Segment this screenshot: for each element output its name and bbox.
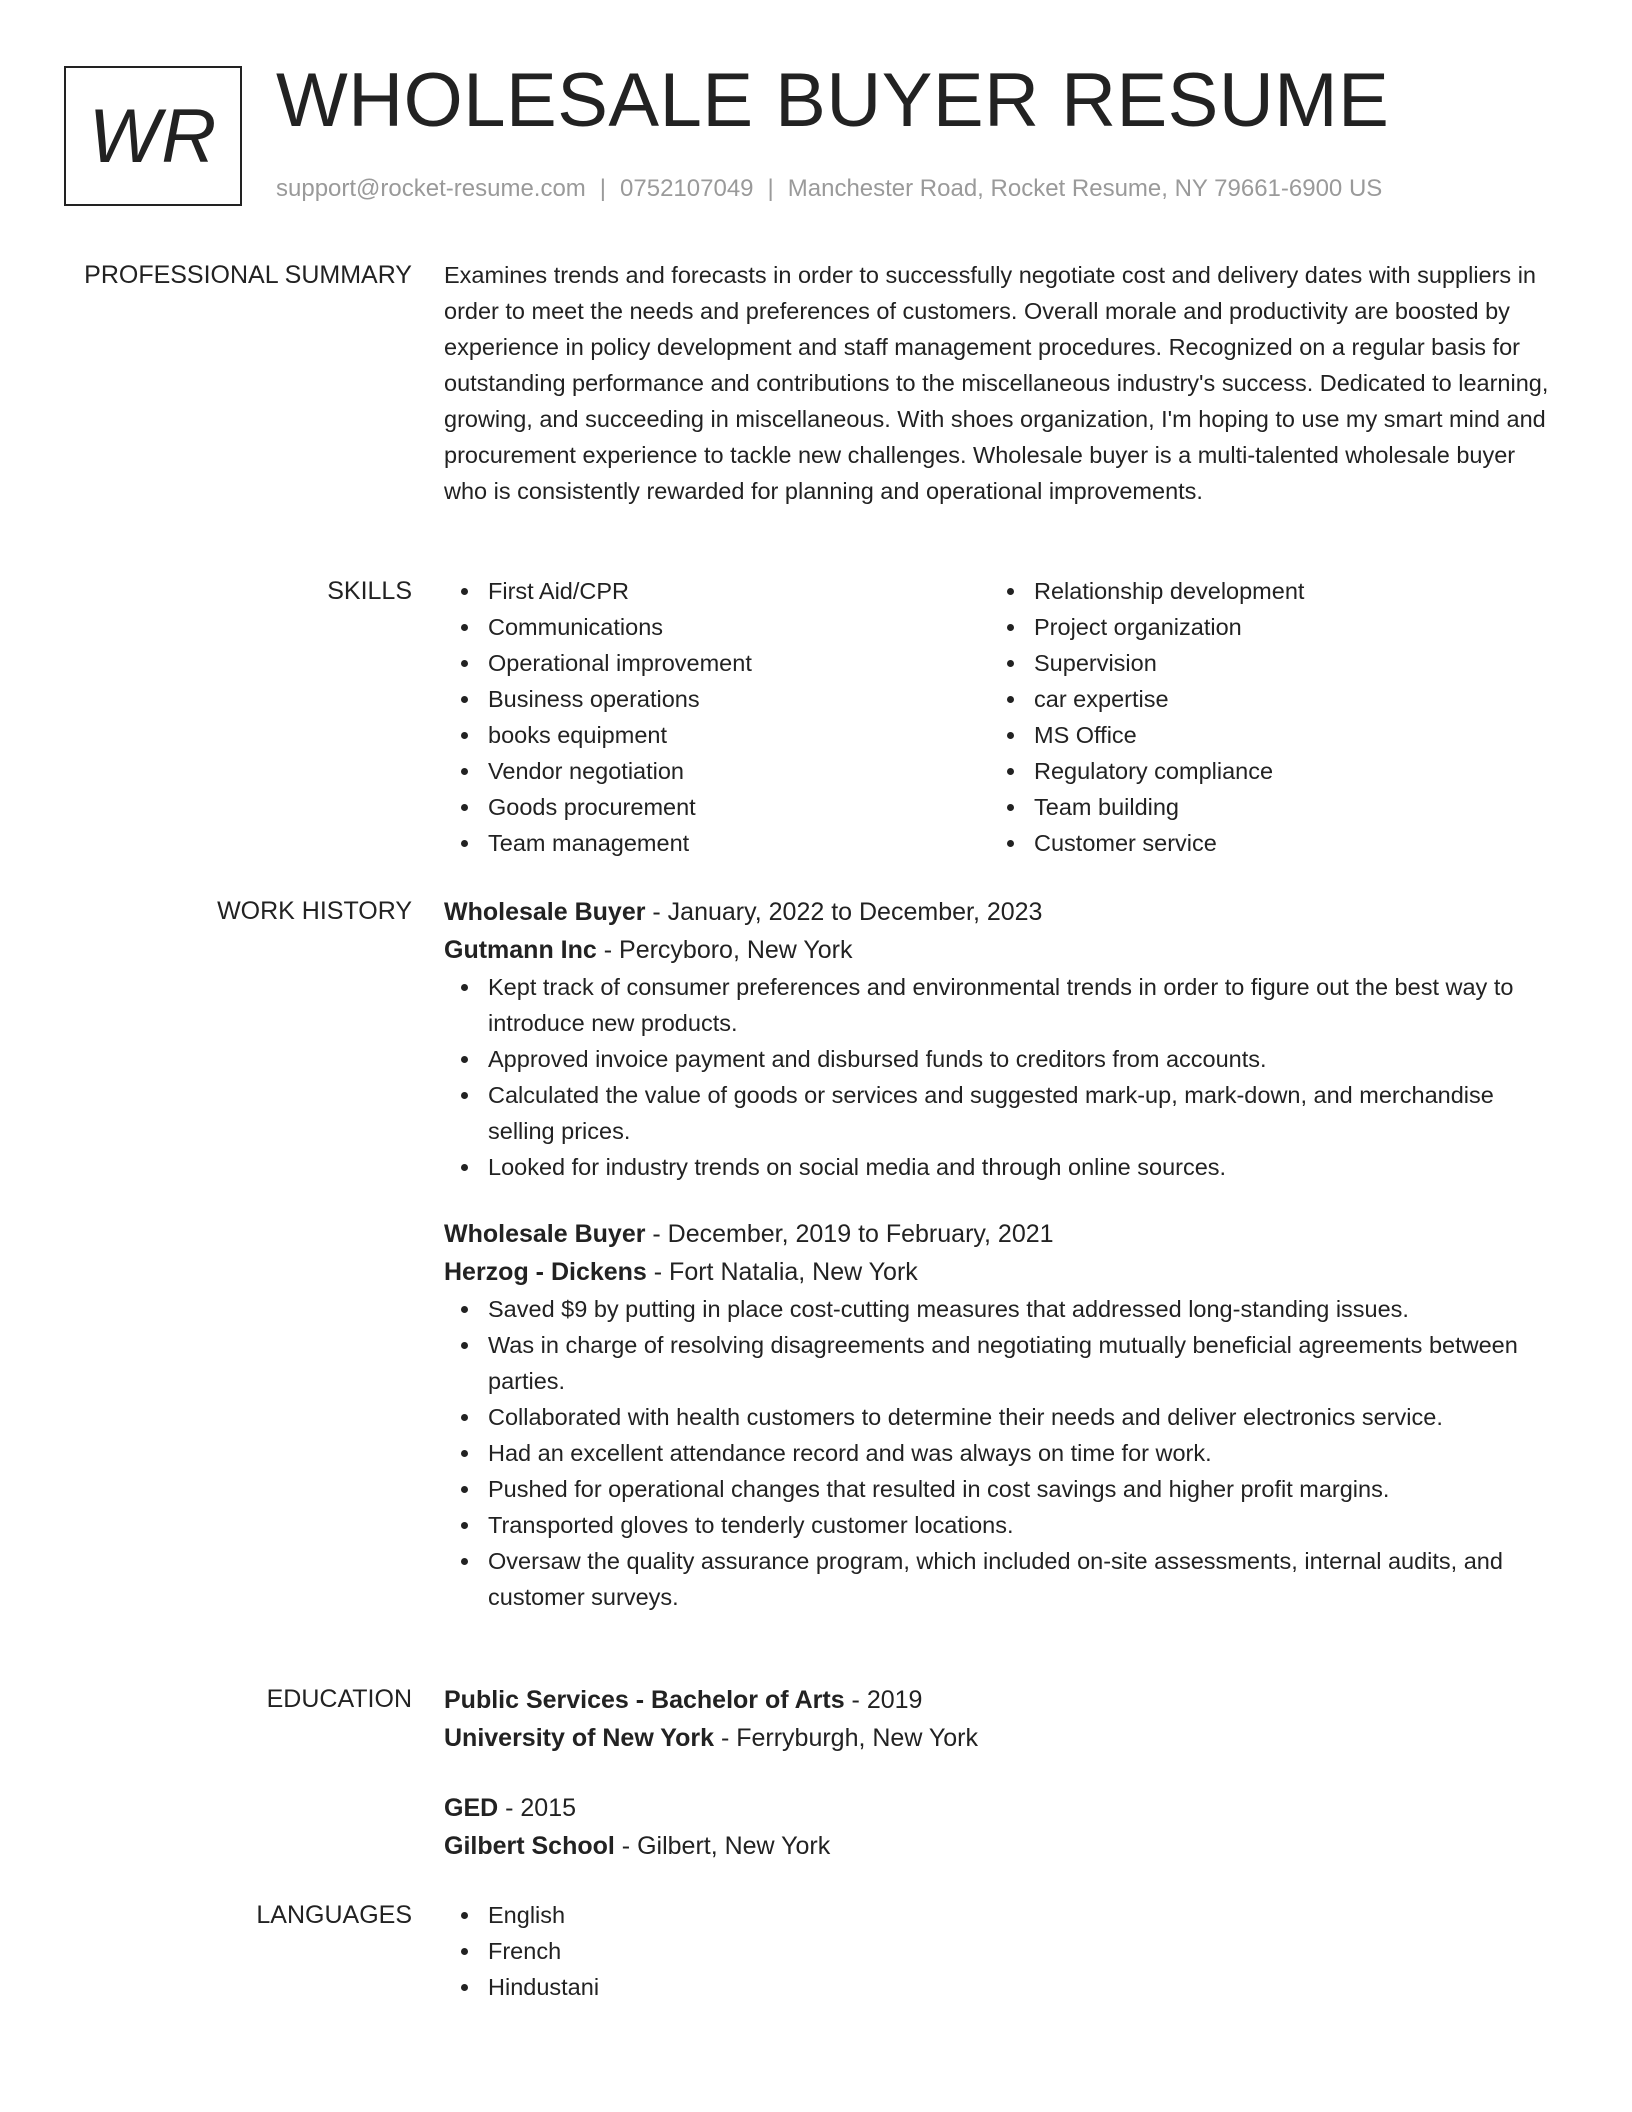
edu-degree-line xyxy=(444,1789,1560,1827)
edu-degree: Public Services - Bachelor of Arts xyxy=(444,1686,845,1714)
job-duty: Kept track of consumer preferences and environmental trends in order to figure out the best way to introduce new products. xyxy=(488,969,1560,1041)
contact-address: Manchester Road, Rocket Resume, NY 79661-6900 US xyxy=(787,175,1383,202)
skill-item: Regulatory compliance xyxy=(1034,753,1536,789)
language-item: English xyxy=(488,1897,1560,1933)
job-entry xyxy=(444,1215,1560,1615)
skills-list-right xyxy=(990,573,1536,861)
page-title: WHOLESALE BUYER RESUME xyxy=(276,58,1390,143)
skill-item: books equipment xyxy=(488,717,990,753)
skill-item: Team management xyxy=(488,825,990,861)
job-duty: Calculated the value of goods or services and suggested mark-up, mark-down, and merchandise selling prices. xyxy=(488,1077,1560,1149)
edu-school: Gilbert School xyxy=(444,1832,615,1860)
contact-line xyxy=(276,172,1382,206)
edu-degree: GED xyxy=(444,1794,499,1822)
skill-item: Business operations xyxy=(488,681,990,717)
edu-location: - Ferryburgh, New York xyxy=(714,1724,978,1752)
job-duty: Transported gloves to tenderly customer locations. xyxy=(488,1507,1560,1543)
education-entry xyxy=(444,1789,1560,1865)
language-item: French xyxy=(488,1933,1560,1969)
skill-item: Project organization xyxy=(1034,609,1536,645)
skill-item: Goods procurement xyxy=(488,789,990,825)
job-title-line xyxy=(444,1215,1560,1253)
job-company-line xyxy=(444,1253,1560,1291)
skill-item: Team building xyxy=(1034,789,1536,825)
edu-location: - Gilbert, New York xyxy=(614,1832,831,1860)
job-duty: Collaborated with health customers to determine their needs and deliver electronics service. xyxy=(488,1399,1560,1435)
skill-item: Operational improvement xyxy=(488,645,990,681)
languages-body xyxy=(444,1897,1560,2005)
contact-email[interactable]: support@rocket-resume.com xyxy=(276,175,586,202)
skill-item: Customer service xyxy=(1034,825,1536,861)
skill-item: car expertise xyxy=(1034,681,1536,717)
language-item: Hindustani xyxy=(488,1969,1560,2005)
summary-body xyxy=(444,257,1560,509)
section-label-languages: LANGUAGES xyxy=(256,1901,412,1929)
job-location: - Fort Natalia, New York xyxy=(646,1258,918,1286)
skill-item: Supervision xyxy=(1034,645,1536,681)
job-duty: Had an excellent attendance record and was always on time for work. xyxy=(488,1435,1560,1471)
skill-item: First Aid/CPR xyxy=(488,573,990,609)
job-duty: Saved $9 by putting in place cost-cutting measures that addressed long-standing issues. xyxy=(488,1291,1560,1327)
job-company-line xyxy=(444,931,1560,969)
edu-school-line xyxy=(444,1827,1560,1865)
skill-item: Relationship development xyxy=(1034,573,1536,609)
edu-year: - 2015 xyxy=(498,1794,577,1822)
job-duty: Pushed for operational changes that resulted in cost savings and higher profit margins. xyxy=(488,1471,1560,1507)
job-duty: Was in charge of resolving disagreements and negotiating mutually beneficial agreements between parties. xyxy=(488,1327,1560,1399)
section-label-work: WORK HISTORY xyxy=(217,897,412,925)
job-location: - Percyboro, New York xyxy=(596,936,853,964)
job-duty: Oversaw the quality assurance program, which included on-site assessments, internal audits, and customer surveys. xyxy=(488,1543,1560,1615)
edu-school-line xyxy=(444,1719,1560,1757)
education-entry xyxy=(444,1681,1560,1757)
job-title-line xyxy=(444,893,1560,931)
section-label-skills: SKILLS xyxy=(327,577,412,605)
job-dates: - January, 2022 to December, 2023 xyxy=(645,898,1043,926)
job-duties xyxy=(444,969,1560,1185)
edu-school: University of New York xyxy=(444,1724,714,1752)
edu-degree-line xyxy=(444,1681,1560,1719)
contact-separator: | xyxy=(767,175,774,202)
monogram-logo: WR xyxy=(64,66,242,206)
job-duty: Looked for industry trends on social media and through online sources. xyxy=(488,1149,1560,1185)
job-title: Wholesale Buyer xyxy=(444,898,646,926)
section-label-summary: PROFESSIONAL SUMMARY xyxy=(84,261,412,289)
skills-body xyxy=(444,573,1560,861)
skill-item: MS Office xyxy=(1034,717,1536,753)
languages-list xyxy=(444,1897,1560,2005)
edu-year: - 2019 xyxy=(844,1686,923,1714)
contact-separator: | xyxy=(599,175,607,202)
skill-item: Vendor negotiation xyxy=(488,753,990,789)
skills-list-left xyxy=(444,573,990,861)
job-dates: - December, 2019 to February, 2021 xyxy=(645,1220,1054,1248)
job-company: Gutmann Inc xyxy=(444,936,597,964)
work-body xyxy=(444,893,1560,1615)
contact-phone[interactable]: 0752107049 xyxy=(620,175,754,202)
summary-text: Examines trends and forecasts in order to successfully negotiate cost and delivery dates with suppliers in order to meet the needs and preferences of customers. Overall morale and productivity are boosted by experience in policy development and staff management procedures. Recognized on a regular basis for outstanding performance and contributions to the miscellaneous industry's success. Dedicated to learning, growing, and succeeding in miscellaneous. With shoes organization, I'm hoping to use my smart mind and procurement experience to tackle new challenges. Wholesale buyer is a multi-talented wholesale buyer who is consistently rewarded for planning and operational improvements. xyxy=(444,262,1549,504)
job-duty: Approved invoice payment and disbursed funds to creditors from accounts. xyxy=(488,1041,1560,1077)
job-company: Herzog - Dickens xyxy=(444,1258,647,1286)
section-label-education: EDUCATION xyxy=(266,1685,412,1713)
skill-item: Communications xyxy=(488,609,990,645)
job-duties xyxy=(444,1291,1560,1615)
job-entry xyxy=(444,893,1560,1185)
education-body xyxy=(444,1681,1560,1865)
job-title: Wholesale Buyer xyxy=(444,1220,646,1248)
